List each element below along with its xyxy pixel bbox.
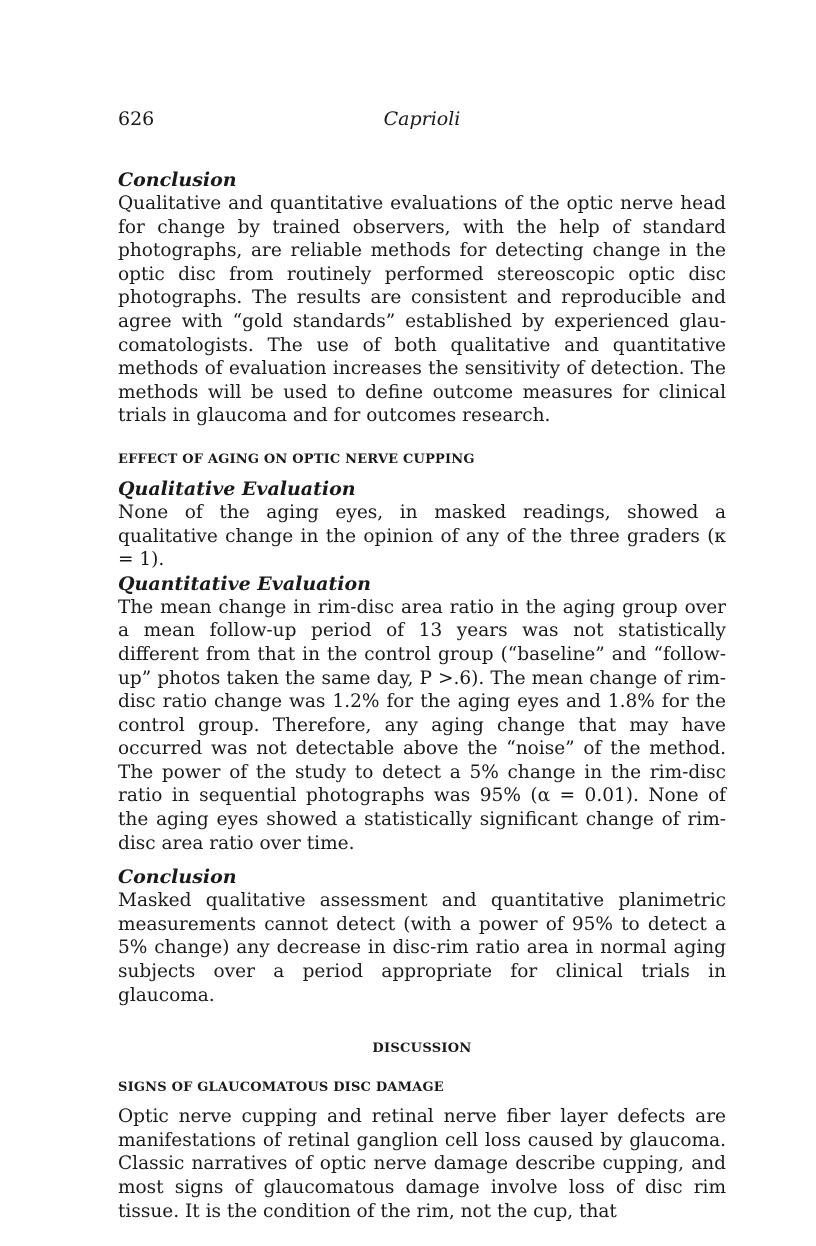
glaucomatous-damage-heading: SIGNS OF GLAUCOMATOUS DISC DAMAGE bbox=[118, 1080, 444, 1096]
aging-conclusion-heading: Conclusion bbox=[118, 866, 237, 889]
qualitative-evaluation-heading: Qualitative Evaluation bbox=[118, 477, 356, 500]
page bbox=[118, 108, 726, 1223]
running-title: Caprioli bbox=[383, 108, 461, 130]
aging-conclusion-paragraph: Masked qualitative assessment and quantitative planimetric measurements cannot detect (with a power of 95% to detect a 5% change) any decrease in disc-rim ratio area in normal aging subjects over a period appropriate for clinical trials in glaucoma. bbox=[118, 890, 726, 1006]
qualitative-evaluation-paragraph: None of the aging eyes, in masked readings, showed a qualitative change in the opinion of any of the three graders (κ = 1). bbox=[118, 501, 726, 571]
discussion-heading: DISCUSSION bbox=[372, 1041, 472, 1057]
conclusion-heading: Conclusion bbox=[118, 169, 237, 191]
conclusion-paragraph: Qualitative and quantitative evaluations of the optic nerve head for change by trained observers, with the help of standard photographs, are reliable methods for detecting change in the optic disc from routinely performed stereoscopic optic disc photographs. The results are consistent and reproducible and agree with “gold standards” established by experienced glaucomatologists. The use of both qualitative and quantitative methods of evaluation increases the sensitivity of detection. The methods will be used to define outcome measures for clinical trials in glaucoma and for outcomes research. bbox=[118, 193, 726, 427]
quantitative-evaluation-heading: Quantitative Evaluation bbox=[118, 572, 371, 595]
discussion-paragraph: Optic nerve cupping and retinal nerve fiber layer defects are manifestations of retinal ganglion cell loss caused by glaucoma. Classic narratives of optic nerve damage describe cupping, and most signs of glaucomatous damage involve loss of disc rim tissue. It is the condition of the rim, not the cup, that bbox=[118, 1106, 726, 1222]
running-head bbox=[118, 108, 726, 138]
page-number: 626 bbox=[118, 108, 155, 130]
quantitative-evaluation-paragraph: The mean change in rim-disc area ratio in the aging group over a mean follow-up period of 13 years was not statistically different from that in the control group (“baseline” and “follow-up” photos taken the same day, P >.6). The mean change of rim-disc ratio change was 1.2% for the aging eyes and 1.8% for the control group. Therefore, any aging change that may have occurred was not detectable above the “noise” of the method. The power of the study to detect a 5% change in the rim-disc ratio in sequential photographs was 95% (α = 0.01). None of the aging eyes showed a statistically significant change of rim-disc area ratio over time. bbox=[118, 596, 726, 854]
aging-section-heading: EFFECT OF AGING ON OPTIC NERVE CUPPING bbox=[118, 451, 475, 467]
